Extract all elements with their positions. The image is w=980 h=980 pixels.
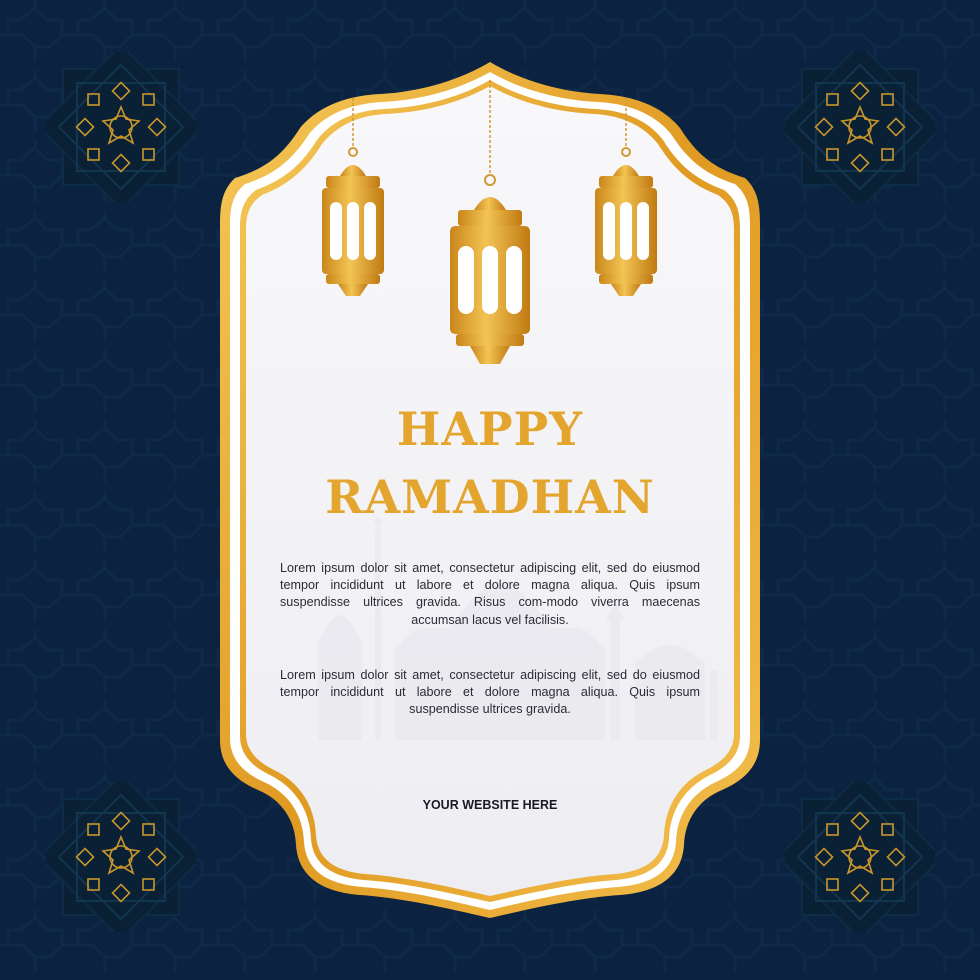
- website-link[interactable]: YOUR WEBSITE HERE: [422, 798, 558, 812]
- title-ramadhan: RAMADHAN: [325, 470, 655, 524]
- lantern-icon: [312, 98, 394, 298]
- body-paragraph-2: Lorem ipsum dolor sit amet, consectetur adipiscing elit, sed do eiusmod tempor incididunt ut labore et dolore magna aliqua. Quis ipsum suspendisse ultrices gravida.: [280, 668, 700, 717]
- title-happy: HAPPY: [396, 402, 584, 456]
- lantern-icon: [444, 80, 536, 370]
- body-paragraph-1: Lorem ipsum dolor sit amet, consectetur adipiscing elit, sed do eiusmod tempor incididunt ut labore et dolore magna aliqua. Quis ipsum suspendisse ultrices gravida. Risus com-modo viverra maecenas accumsan lacus vel facilisis.: [280, 561, 700, 627]
- lantern-icon: [585, 98, 667, 298]
